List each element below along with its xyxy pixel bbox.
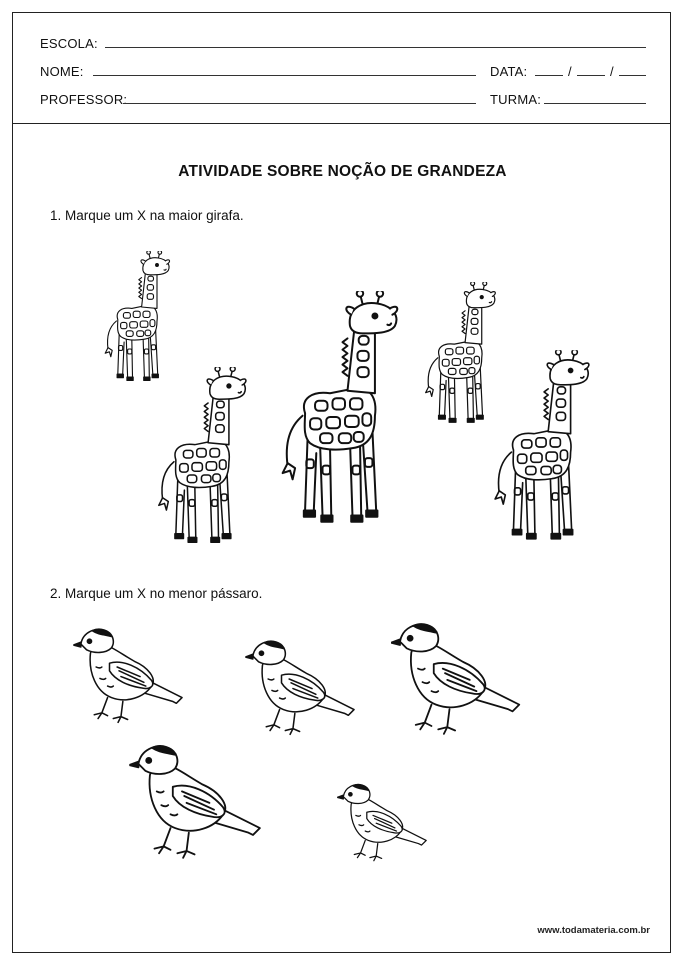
professor-field[interactable] — [123, 103, 476, 104]
giraffe-icon[interactable] — [101, 251, 171, 384]
turma-label: TURMA: — [490, 92, 542, 107]
bird-icon[interactable] — [73, 625, 188, 730]
date-separator: / — [568, 64, 572, 79]
date-month-field[interactable] — [577, 75, 605, 76]
footer-site: www.todamateria.com.br — [537, 925, 650, 936]
giraffe-icon[interactable] — [421, 282, 497, 426]
escola-field[interactable] — [105, 47, 646, 48]
date-day-field[interactable] — [535, 75, 563, 76]
question-1: 1. Marque um X na maior girafa. — [50, 208, 244, 223]
giraffe-icon[interactable] — [489, 350, 591, 544]
bird-icon[interactable] — [129, 741, 267, 867]
professor-label: PROFESSOR: — [40, 92, 128, 107]
bird-icon[interactable] — [245, 637, 360, 742]
worksheet — [12, 12, 671, 953]
date-separator: / — [610, 64, 614, 79]
header-divider — [13, 123, 670, 124]
escola-label: ESCOLA: — [40, 36, 98, 51]
turma-field[interactable] — [544, 103, 646, 104]
giraffe-icon[interactable] — [275, 291, 400, 528]
question-2: 2. Marque um X no menor pássaro. — [50, 586, 263, 601]
bird-icon[interactable] — [391, 619, 526, 743]
page-title: ATIVIDADE SOBRE NOÇÃO DE GRANDEZA — [178, 163, 507, 180]
nome-label: NOME: — [40, 64, 84, 79]
date-year-field[interactable] — [619, 75, 646, 76]
giraffe-icon[interactable] — [153, 367, 248, 547]
nome-field[interactable] — [93, 75, 476, 76]
data-label: DATA: — [490, 64, 528, 79]
bird-icon[interactable] — [337, 781, 431, 867]
